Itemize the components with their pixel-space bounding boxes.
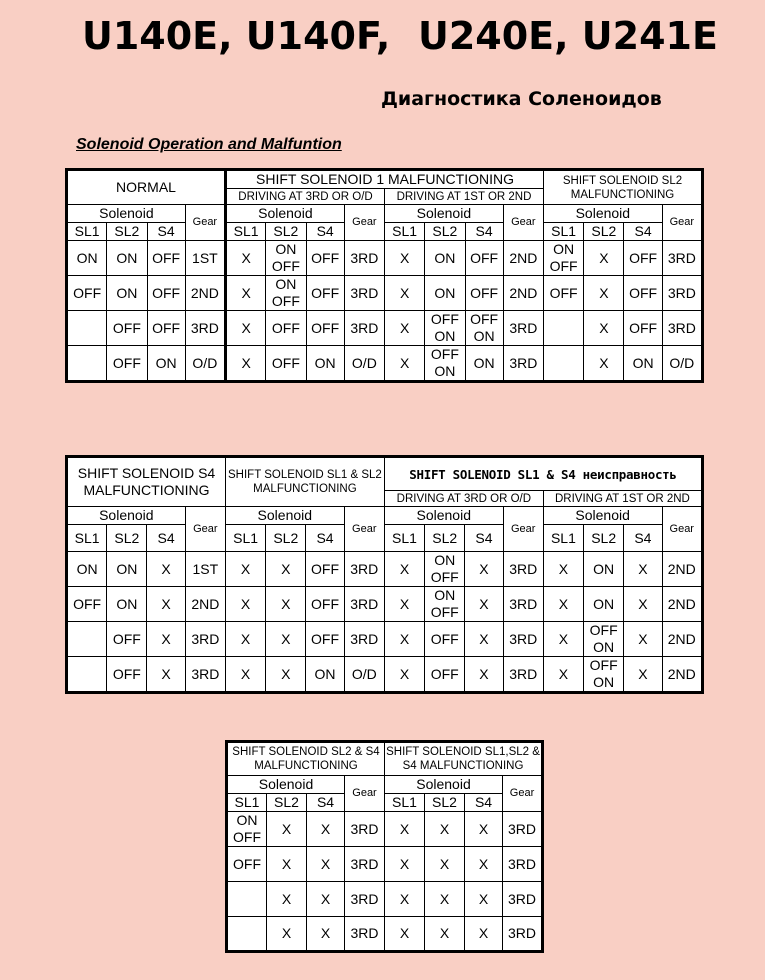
solenoid-header: Solenoid — [384, 507, 503, 525]
table-cell: OFF — [266, 346, 306, 382]
table-row — [227, 812, 543, 847]
sl1-header: SL1 — [385, 794, 425, 812]
sl1-header: SL1 — [543, 223, 583, 241]
sl1-header: SL1 — [543, 525, 583, 552]
table-cell: OFF — [306, 276, 344, 311]
table-row — [67, 311, 703, 346]
table-cell: X — [425, 847, 465, 882]
subgroup-driving-3rd: DRIVING AT 3RD OR O/D — [226, 189, 385, 205]
table-cell: OFF — [67, 587, 107, 622]
sl2-header: SL2 — [584, 223, 624, 241]
table-cell — [67, 657, 107, 693]
table-cell: O/D — [185, 346, 225, 382]
s4-header: S4 — [306, 223, 344, 241]
gear-header: Gear — [662, 205, 702, 241]
group-sl2-s4-malfunction: SHIFT SOLENOID SL2 & S4 MALFUNCTIONING — [227, 742, 385, 776]
table-normal-sl1-sl2 — [65, 168, 704, 383]
table-cell: 2ND — [662, 622, 703, 657]
s4-header: S4 — [465, 525, 503, 552]
table-cell: 3RD — [662, 241, 702, 276]
table-cell: X — [543, 587, 583, 622]
table-cell: O/D — [344, 346, 384, 382]
table-cell: OFF — [306, 241, 344, 276]
table-cell: X — [584, 346, 624, 382]
subgroup-driving-1st: DRIVING AT 1ST OR 2ND — [385, 189, 544, 205]
table-cell: 3RD — [344, 311, 384, 346]
table-cell: X — [385, 311, 425, 346]
group-sl1-s4-malfunction: SHIFT SOLENOID SL1 & S4 неисправность — [384, 457, 702, 491]
solenoid-header: Solenoid — [225, 507, 344, 525]
table-cell: X — [384, 657, 424, 693]
table-cell: X — [425, 812, 465, 847]
table-cell: X — [543, 552, 583, 587]
table-cell: X — [267, 847, 307, 882]
table-cell: X — [543, 657, 583, 693]
table-cell: OFF — [306, 587, 344, 622]
table-cell: OFF — [107, 311, 147, 346]
table-row — [67, 622, 703, 657]
table-cell: X — [624, 657, 662, 693]
table-cell: X — [584, 311, 624, 346]
table-cell: ON — [584, 587, 624, 622]
table-cell: 2ND — [662, 657, 703, 693]
table-cell: ON OFF — [266, 241, 306, 276]
table-cell: X — [266, 587, 306, 622]
table-cell: 3RD — [185, 657, 225, 693]
table-cell: X — [147, 622, 185, 657]
table-cell: 3RD — [345, 917, 385, 952]
table-cell: OFF — [624, 311, 662, 346]
table-cell: ON OFF — [425, 552, 465, 587]
table-cell: X — [465, 657, 503, 693]
table-row — [67, 276, 703, 311]
group-sl1-sl2-s4-malfunction: SHIFT SOLENOID SL1,SL2 & S4 MALFUNCTIONING — [385, 742, 543, 776]
table-cell: 2ND — [503, 276, 543, 311]
table-cell: O/D — [662, 346, 702, 382]
solenoid-header: Solenoid — [385, 776, 503, 794]
table-cell: ON — [107, 276, 147, 311]
table-row — [67, 346, 703, 382]
table-cell: X — [266, 622, 306, 657]
s4-header: S4 — [306, 525, 344, 552]
table-cell: 2ND — [662, 552, 703, 587]
table-cell: X — [225, 587, 265, 622]
sl1-header: SL1 — [225, 525, 265, 552]
table-cell: X — [624, 587, 662, 622]
table-cell: X — [266, 552, 306, 587]
table-cell: X — [425, 917, 465, 952]
table-cell: X — [307, 812, 345, 847]
table-cell: OFF — [147, 241, 185, 276]
s4-header: S4 — [147, 525, 185, 552]
table-cell: X — [465, 812, 503, 847]
gear-header: Gear — [185, 205, 225, 241]
gear-header: Gear — [344, 507, 384, 552]
s4-header: S4 — [465, 223, 503, 241]
table-cell: X — [267, 882, 307, 917]
table-cell: X — [307, 882, 345, 917]
page-subtitle: Диагностика Соленоидов — [381, 88, 662, 110]
s4-header: S4 — [147, 223, 185, 241]
table-cell: OFF — [624, 276, 662, 311]
sl2-header: SL2 — [107, 223, 147, 241]
table-cell: ON OFF — [227, 812, 267, 847]
sl1-header: SL1 — [67, 223, 107, 241]
table-cell: ON OFF — [266, 276, 306, 311]
table-cell: 2ND — [662, 587, 703, 622]
table-cell: X — [307, 847, 345, 882]
table-cell: 3RD — [185, 622, 225, 657]
table-cell: X — [465, 847, 503, 882]
table-cell — [227, 882, 267, 917]
table-cell: ON — [306, 346, 344, 382]
group-normal: NORMAL — [67, 170, 226, 205]
table-cell: X — [267, 917, 307, 952]
subgroup-driving-1st: DRIVING AT 1ST OR 2ND — [543, 491, 702, 507]
s4-header: S4 — [624, 223, 662, 241]
gear-header: Gear — [344, 205, 384, 241]
table-cell: X — [465, 917, 503, 952]
sl1-header: SL1 — [385, 223, 425, 241]
table-cell: 3RD — [503, 917, 543, 952]
gear-header: Gear — [185, 507, 225, 552]
sl1-header: SL1 — [67, 525, 107, 552]
table-cell: ON — [67, 552, 107, 587]
table-cell: OFF — [67, 276, 107, 311]
table-cell: ON — [624, 346, 662, 382]
table-cell: OFF — [266, 311, 306, 346]
table-cell: X — [624, 622, 662, 657]
table-row — [67, 657, 703, 693]
sl1-header: SL1 — [226, 223, 266, 241]
table-cell: X — [465, 587, 503, 622]
sl1-header: SL1 — [384, 525, 424, 552]
table-cell: OFF — [624, 241, 662, 276]
table-cell: X — [307, 917, 345, 952]
gear-header: Gear — [503, 776, 543, 812]
section-heading: Solenoid Operation and Malfuntion — [76, 136, 342, 153]
table-cell: 3RD — [503, 657, 543, 693]
subgroup-driving-3rd: DRIVING AT 3RD OR O/D — [384, 491, 543, 507]
table-cell: 3RD — [503, 346, 543, 382]
table-cell: ON — [107, 552, 147, 587]
table-cell: X — [225, 552, 265, 587]
table-cell: ON — [465, 346, 503, 382]
table-cell: X — [267, 812, 307, 847]
table-cell: OFF — [425, 622, 465, 657]
table-cell: 3RD — [344, 587, 384, 622]
table-cell: X — [384, 587, 424, 622]
table-row — [67, 241, 703, 276]
table-cell — [543, 346, 583, 382]
table-cell: OFF — [425, 657, 465, 693]
table-cell: X — [385, 847, 425, 882]
table-cell: 3RD — [662, 311, 702, 346]
table-cell: OFF — [306, 311, 344, 346]
table-cell: X — [584, 241, 624, 276]
table-cell: OFF ON — [584, 622, 624, 657]
table-cell: X — [385, 241, 425, 276]
table-sl2s4-all — [225, 740, 544, 953]
table-cell: OFF ON — [465, 311, 503, 346]
table-cell: OFF ON — [425, 311, 465, 346]
table-cell: X — [226, 311, 266, 346]
table-cell: 2ND — [503, 241, 543, 276]
solenoid-header: Solenoid — [385, 205, 504, 223]
table-cell: OFF — [107, 622, 147, 657]
model-title-left: U140E, U140F, — [82, 14, 391, 58]
table-cell: ON — [67, 241, 107, 276]
table-cell: X — [147, 552, 185, 587]
table-cell: X — [225, 622, 265, 657]
table-cell: ON — [107, 241, 147, 276]
table-cell: 3RD — [344, 241, 384, 276]
table-cell: OFF — [147, 276, 185, 311]
table-cell: X — [226, 276, 266, 311]
table-cell: X — [425, 882, 465, 917]
sl2-header: SL2 — [584, 525, 624, 552]
group-sl2-malfunction: SHIFT SOLENOID SL2 MALFUNCTIONING — [543, 170, 702, 205]
table-cell: ON OFF — [425, 587, 465, 622]
solenoid-header: Solenoid — [67, 507, 186, 525]
table-cell: X — [465, 552, 503, 587]
table-cell: X — [465, 622, 503, 657]
table-cell: 3RD — [503, 552, 543, 587]
table-cell: 3RD — [503, 812, 543, 847]
table-cell: X — [384, 552, 424, 587]
table-cell: X — [385, 346, 425, 382]
table-cell — [67, 311, 107, 346]
gear-header: Gear — [345, 776, 385, 812]
sl2-header: SL2 — [107, 525, 147, 552]
table-row — [67, 552, 703, 587]
table-cell: 2ND — [185, 587, 225, 622]
sl2-header: SL2 — [266, 223, 306, 241]
solenoid-header: Solenoid — [543, 507, 662, 525]
table-cell: X — [226, 346, 266, 382]
gear-header: Gear — [662, 507, 703, 552]
table-cell: 3RD — [503, 882, 543, 917]
table-cell: ON — [425, 276, 465, 311]
table-row — [67, 587, 703, 622]
table-cell: 3RD — [345, 847, 385, 882]
table-row — [227, 847, 543, 882]
gear-header: Gear — [503, 205, 543, 241]
table-cell: 3RD — [662, 276, 702, 311]
table-cell: ON — [584, 552, 624, 587]
table-cell: 3RD — [503, 587, 543, 622]
s4-header: S4 — [624, 525, 662, 552]
table-cell: OFF — [147, 311, 185, 346]
table-cell: ON — [425, 241, 465, 276]
group-sl1-sl2-malfunction: SHIFT SOLENOID SL1 & SL2 MALFUNCTIONING — [225, 457, 384, 507]
table-cell: OFF — [465, 276, 503, 311]
solenoid-header: Solenoid — [543, 205, 662, 223]
table-cell: OFF — [306, 552, 344, 587]
table-cell: ON OFF — [543, 241, 583, 276]
model-title-right: U240E, U241E — [418, 14, 718, 58]
table-cell: X — [226, 241, 266, 276]
table-cell: 3RD — [503, 622, 543, 657]
table-row — [227, 917, 543, 952]
table-cell: OFF — [227, 847, 267, 882]
table-cell — [67, 622, 107, 657]
table-cell: 1ST — [185, 552, 225, 587]
table-cell: 3RD — [344, 276, 384, 311]
table-cell: 3RD — [503, 847, 543, 882]
sl2-header: SL2 — [425, 525, 465, 552]
table-cell — [67, 346, 107, 382]
table-cell: OFF — [107, 346, 147, 382]
table-cell: X — [385, 882, 425, 917]
table-s4-sl1sl2-sl1s4 — [65, 455, 704, 694]
table-cell: OFF — [543, 276, 583, 311]
table-cell: OFF — [465, 241, 503, 276]
sl2-header: SL2 — [267, 794, 307, 812]
solenoid-header: Solenoid — [227, 776, 345, 794]
gear-header: Gear — [503, 507, 543, 552]
solenoid-header: Solenoid — [226, 205, 345, 223]
s4-header: S4 — [307, 794, 345, 812]
table-cell: X — [465, 882, 503, 917]
table-cell: 3RD — [345, 882, 385, 917]
table-cell — [543, 311, 583, 346]
sl2-header: SL2 — [425, 794, 465, 812]
table-cell: X — [385, 917, 425, 952]
table-cell: X — [543, 622, 583, 657]
table-cell: ON — [306, 657, 344, 693]
table-cell — [227, 917, 267, 952]
table-cell: OFF — [306, 622, 344, 657]
table-cell: X — [147, 587, 185, 622]
s4-header: S4 — [465, 794, 503, 812]
table-cell: OFF ON — [584, 657, 624, 693]
group-sl1-malfunction: SHIFT SOLENOID 1 MALFUNCTIONING — [226, 170, 544, 189]
table-cell: ON — [147, 346, 185, 382]
table-cell: X — [385, 812, 425, 847]
table-cell: X — [584, 276, 624, 311]
table-cell: OFF ON — [425, 346, 465, 382]
sl2-header: SL2 — [425, 223, 465, 241]
table-cell: X — [266, 657, 306, 693]
table-cell: 3RD — [185, 311, 225, 346]
table-cell: 2ND — [185, 276, 225, 311]
table-row — [227, 882, 543, 917]
table-cell: X — [385, 276, 425, 311]
table-cell: 3RD — [344, 552, 384, 587]
table-cell: ON — [107, 587, 147, 622]
table-cell: X — [624, 552, 662, 587]
sl1-header: SL1 — [227, 794, 267, 812]
table-cell: X — [225, 657, 265, 693]
table-cell: 1ST — [185, 241, 225, 276]
table-cell: O/D — [344, 657, 384, 693]
table-cell: 3RD — [344, 622, 384, 657]
table-cell: 3RD — [503, 311, 543, 346]
table-cell: X — [384, 622, 424, 657]
table-cell: OFF — [107, 657, 147, 693]
solenoid-header: Solenoid — [67, 205, 186, 223]
group-s4-malfunction: SHIFT SOLENOID S4 MALFUNCTIONING — [67, 457, 226, 507]
table-cell: X — [147, 657, 185, 693]
sl2-header: SL2 — [266, 525, 306, 552]
table-cell: 3RD — [345, 812, 385, 847]
